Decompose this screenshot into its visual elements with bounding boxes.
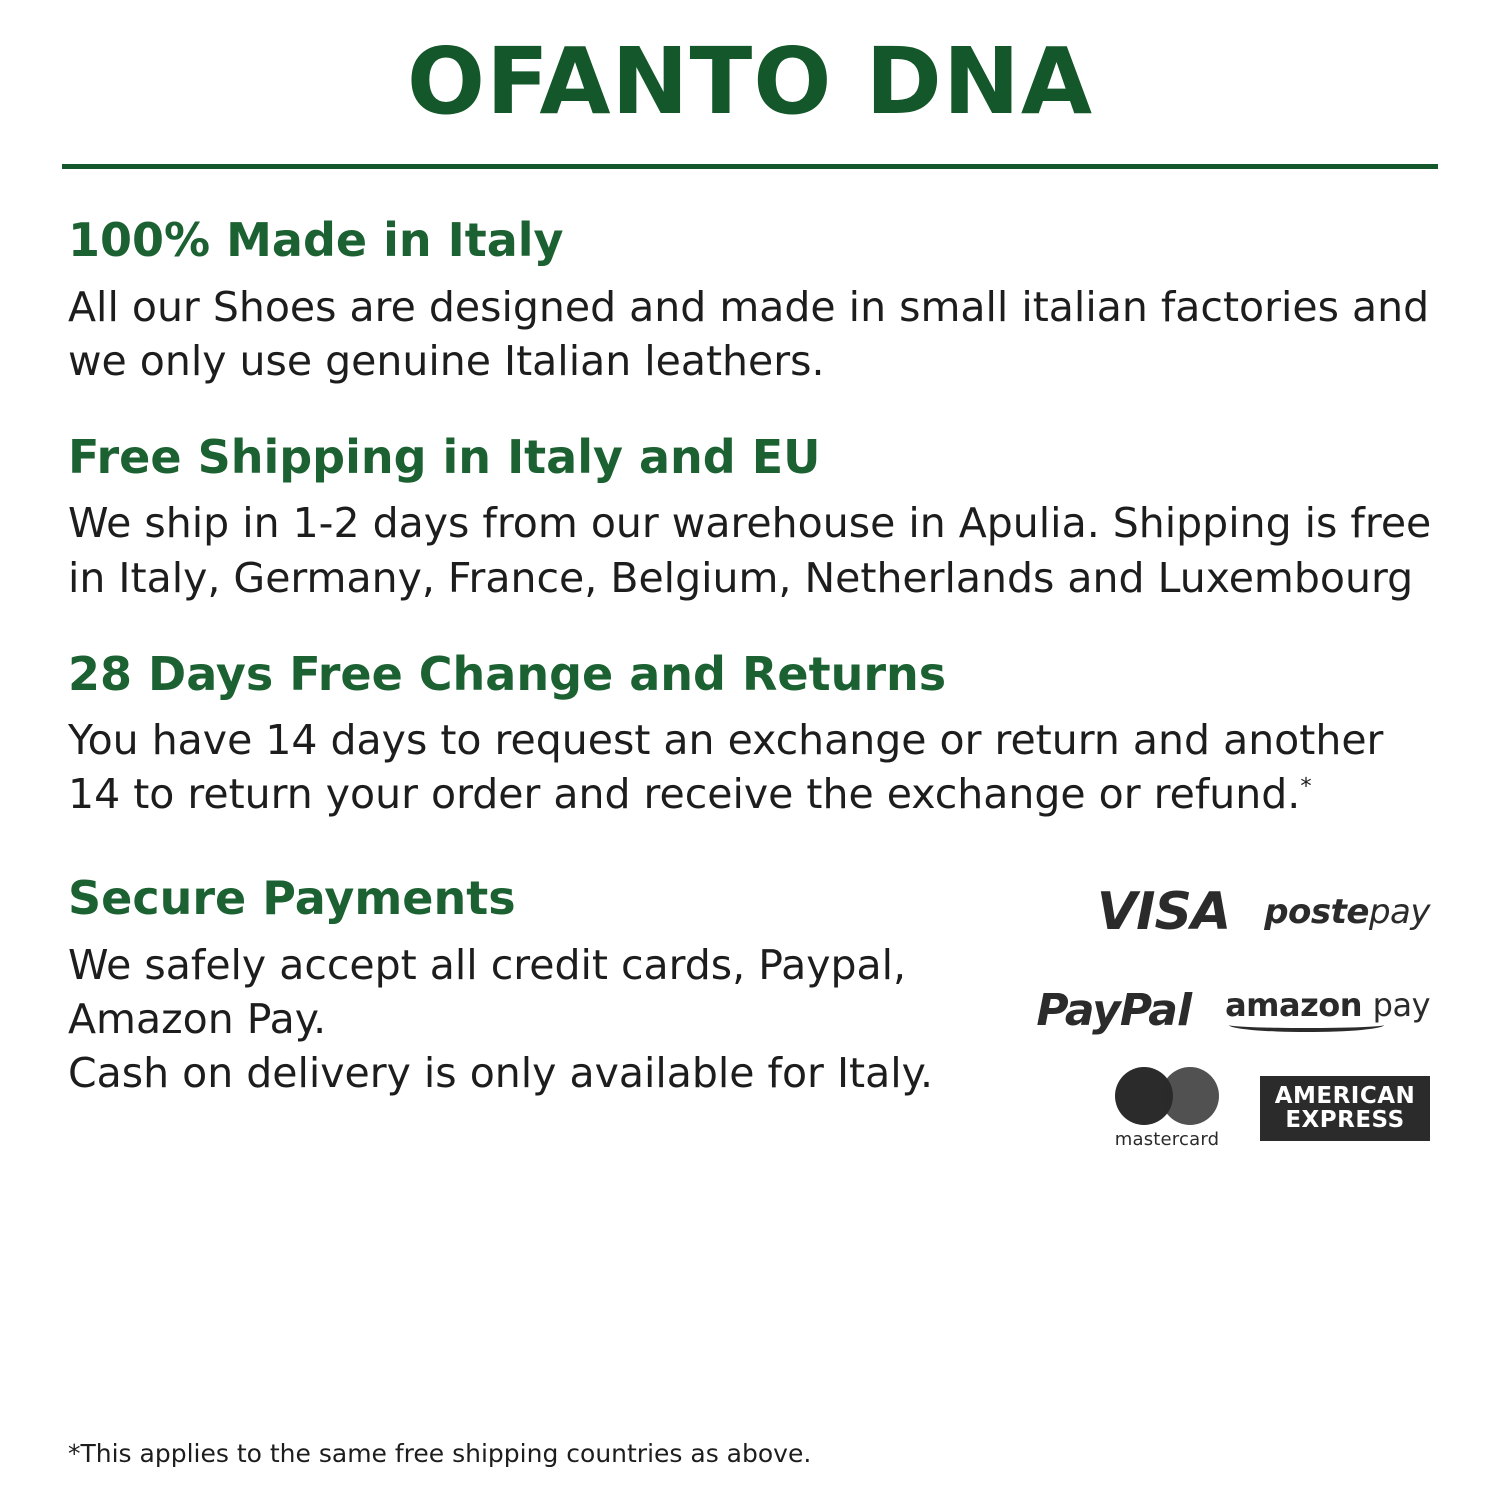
section-body-returns	[68, 713, 1438, 821]
american-express-icon	[1260, 1076, 1430, 1140]
postepay-bold-text: poste	[1264, 892, 1369, 933]
visa-icon: VISA	[1096, 882, 1231, 943]
mastercard-icon	[1108, 1067, 1226, 1150]
payments-text-block	[62, 873, 962, 1100]
section-free-shipping	[62, 429, 1438, 605]
section-body-free-shipping: We ship in 1-2 days from our warehouse in Apulia. Shipping is free in Italy, Germany, France, Belgium, Netherlands and Luxembourg	[68, 499, 1432, 602]
amazon-pay-icon	[1225, 986, 1430, 1034]
amazon-light-text: pay	[1372, 986, 1430, 1025]
payment-logo-row-3	[1010, 1077, 1430, 1150]
section-heading-secure-payments: Secure Payments	[68, 871, 516, 926]
mastercard-circles-icon	[1115, 1067, 1219, 1125]
section-body-made-in-italy: All our Shoes are designed and made in small italian factories and we only use genuine Italian leathers.	[68, 282, 1430, 385]
amazon-swoosh-icon	[1229, 1018, 1384, 1032]
paypal-icon: PayPal	[1036, 984, 1192, 1036]
amex-line-1: AMERICAN	[1274, 1083, 1416, 1110]
amex-line-2: EXPRESS	[1285, 1107, 1405, 1134]
mastercard-label: mastercard	[1114, 1128, 1220, 1150]
returns-body-text: You have 14 days to request an exchange or return and another 14 to return your order and receive the exchange or refund.	[68, 716, 1384, 819]
cash-on-delivery-note: Cash on delivery is only available for Italy.	[68, 1049, 934, 1098]
section-made-in-italy	[62, 215, 1438, 388]
title-divider	[62, 164, 1438, 169]
payment-logo-row-1	[1010, 881, 1430, 943]
section-body-secure-payments: We safely accept all credit cards, Paypal, Amazon Pay.	[68, 941, 907, 1044]
amazon-bold-text: amazon	[1225, 986, 1362, 1025]
postepay-icon	[1264, 892, 1430, 932]
section-heading-free-shipping: Free Shipping in Italy and EU	[68, 429, 821, 484]
footnote-text: *This applies to the same free shipping countries as above.	[68, 1439, 812, 1468]
page-title: OFANTO DNA	[406, 28, 1094, 135]
section-secure-payments	[62, 871, 1438, 1150]
payment-logo-row-2	[1010, 979, 1430, 1041]
postepay-light-text: pay	[1368, 892, 1430, 933]
section-heading-made-in-italy: 100% Made in Italy	[68, 213, 564, 267]
returns-asterisk: *	[1300, 773, 1312, 800]
section-heading-returns: 28 Days Free Change and Returns	[68, 646, 947, 701]
section-returns	[62, 646, 1438, 822]
payment-logos-group	[1010, 881, 1430, 1150]
